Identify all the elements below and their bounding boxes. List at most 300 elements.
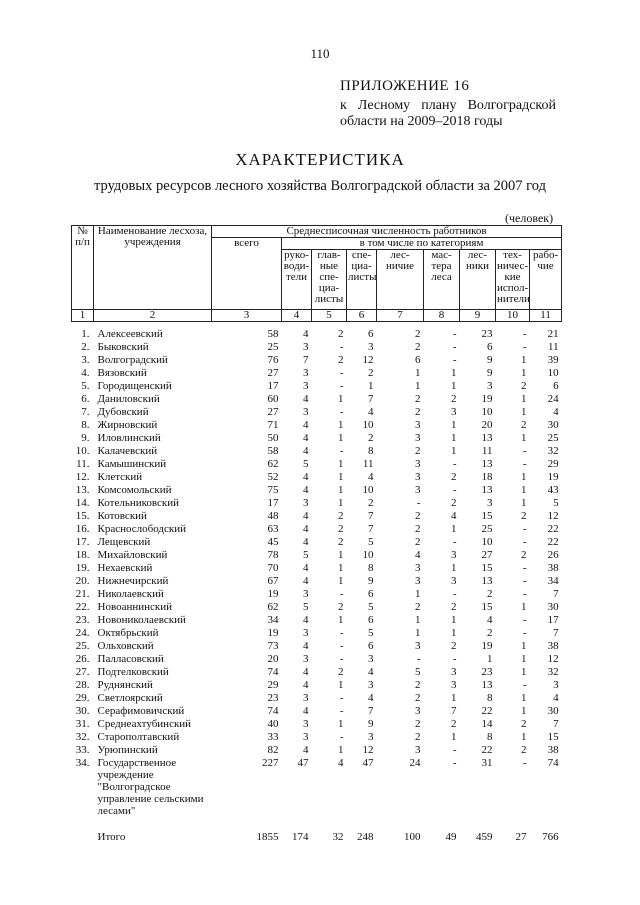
row-category-value: - <box>339 705 344 717</box>
row-category-value: 39 <box>547 354 559 366</box>
row-category-value: 8 <box>368 562 374 574</box>
row-category-value: 12 <box>547 653 559 665</box>
row-category-value: 1 <box>521 432 527 444</box>
row-total: 73 <box>267 640 279 652</box>
row-category-value: 1 <box>521 666 527 678</box>
row-category-value: - <box>416 653 421 665</box>
row-category-value: - <box>522 757 527 769</box>
row-category-value: 3 <box>415 432 421 444</box>
row-category-value: 7 <box>553 627 559 639</box>
row-category-value: 10 <box>362 549 374 561</box>
row-name: Вязовский <box>97 367 147 379</box>
table-row <box>72 458 562 471</box>
row-category-value: - <box>452 354 457 366</box>
row-category-value: 15 <box>481 601 493 613</box>
row-category-value: 13 <box>481 575 493 587</box>
row-category-value: 9 <box>487 354 493 366</box>
table-row <box>72 367 562 380</box>
row-index: 10. <box>75 445 90 457</box>
row-category-value: 4 <box>303 614 309 626</box>
row-category-value: 8 <box>487 692 493 704</box>
row-category-value: 8 <box>368 445 374 457</box>
row-category-value: 4 <box>303 510 309 522</box>
row-index: 17. <box>75 536 90 548</box>
row-category-value: 5 <box>368 601 374 613</box>
row-category-value: 9 <box>368 718 374 730</box>
row-category-value: 38 <box>547 640 559 652</box>
row-category-value: 2 <box>415 393 421 405</box>
row-category-value: 2 <box>338 328 344 340</box>
row-index: 29. <box>75 692 90 704</box>
table-row <box>72 575 562 588</box>
row-name: Котельниковский <box>97 497 180 509</box>
row-total: 17 <box>267 380 279 392</box>
row-category-value: 2 <box>368 367 374 379</box>
row-category-value: 38 <box>547 744 559 756</box>
page-number: 110 <box>310 46 330 61</box>
row-category-value: - <box>339 406 344 418</box>
row-index: 18. <box>75 549 90 561</box>
row-index: 7. <box>81 406 90 418</box>
row-category-value: 25 <box>547 432 559 444</box>
row-total: 20 <box>267 653 279 665</box>
row-category-value: - <box>522 614 527 626</box>
row-category-value: 19 <box>481 640 493 652</box>
row-index: 32. <box>75 731 90 743</box>
row-name: Камышинский <box>97 458 167 470</box>
row-name: Алексеевский <box>97 328 163 340</box>
row-category-value: 43 <box>547 484 559 496</box>
row-category-value: 3 <box>487 380 493 392</box>
labor-resources-table <box>71 225 562 844</box>
total-row <box>72 817 562 844</box>
table-row <box>72 393 562 406</box>
row-category-value: 2 <box>451 471 457 483</box>
row-name: Палласовский <box>97 653 164 665</box>
row-category-value: 2 <box>415 445 421 457</box>
col-number: 10 <box>496 310 530 322</box>
row-index: 13. <box>75 484 90 496</box>
row-category-value: 1 <box>338 393 344 405</box>
row-category-value: 2 <box>415 328 421 340</box>
row-category-value: 1 <box>521 484 527 496</box>
row-category-value: 27 <box>481 549 493 561</box>
row-category-value: 24 <box>547 393 559 405</box>
row-category-value: 2 <box>415 523 421 535</box>
row-index: 22. <box>75 601 90 613</box>
row-total: 74 <box>267 666 279 678</box>
row-category-value: 24 <box>409 757 421 769</box>
row-category-value: 3 <box>303 627 309 639</box>
row-category-value: 4 <box>303 536 309 548</box>
row-index: 28. <box>75 679 90 691</box>
row-category-value: 2 <box>415 679 421 691</box>
row-name: Государственное учреждение "Волгоградское управление сельскими лесами" <box>97 757 204 817</box>
row-name: Котовский <box>97 510 147 522</box>
row-category-value: - <box>522 588 527 600</box>
row-index: 1. <box>81 328 90 340</box>
row-category-value: 5 <box>303 458 309 470</box>
row-index: 23. <box>75 614 90 626</box>
row-category-value: 3 <box>303 653 309 665</box>
row-category-value: 3 <box>451 666 457 678</box>
row-category-value: 15 <box>547 731 559 743</box>
row-category-value: 6 <box>368 640 374 652</box>
row-category-value: 12 <box>362 354 374 366</box>
table-row <box>72 484 562 497</box>
row-index: 20. <box>75 575 90 587</box>
row-index: 19. <box>75 562 90 574</box>
row-index: 12. <box>75 471 90 483</box>
row-category-value: 22 <box>547 523 559 535</box>
row-category-value: 3 <box>368 679 374 691</box>
document-subtitle: трудовых ресурсов лесного хозяйства Волгоградской области за 2007 год <box>94 178 546 194</box>
row-category-value: 1 <box>521 497 527 509</box>
row-name: Новониколаевский <box>97 614 186 626</box>
row-index: 16. <box>75 523 90 535</box>
row-category-value: 10 <box>481 536 493 548</box>
row-category-value: - <box>452 328 457 340</box>
row-category-value: 3 <box>303 588 309 600</box>
row-category-value: 3 <box>368 653 374 665</box>
row-category-value: 14 <box>481 718 493 730</box>
row-category-value: 9 <box>487 367 493 379</box>
row-index: 24. <box>75 627 90 639</box>
row-index: 30. <box>75 705 90 717</box>
row-category-value: 23 <box>481 666 493 678</box>
table-row <box>72 653 562 666</box>
row-total: 33 <box>267 731 279 743</box>
row-total: 17 <box>267 497 279 509</box>
row-category-value: 6 <box>415 354 421 366</box>
row-index: 21. <box>75 588 90 600</box>
row-category-value: 1 <box>338 432 344 444</box>
row-category-value: 1 <box>521 367 527 379</box>
header-cat-foresters: лес-ничие <box>377 250 424 310</box>
row-category-value: 26 <box>547 549 559 561</box>
row-category-value: - <box>522 458 527 470</box>
row-category-value: 3 <box>415 562 421 574</box>
row-name: Городищенский <box>97 380 172 392</box>
row-category-value: 32 <box>547 666 559 678</box>
row-category-value: 4 <box>303 679 309 691</box>
row-category-value: 1 <box>415 588 421 600</box>
total-category-value: 459 <box>476 831 493 843</box>
row-category-value: 3 <box>415 640 421 652</box>
row-category-value: 29 <box>547 458 559 470</box>
row-category-value: 4 <box>303 484 309 496</box>
row-category-value: 1 <box>368 380 374 392</box>
row-category-value: 2 <box>338 536 344 548</box>
table-row <box>72 419 562 432</box>
row-total: 62 <box>267 458 279 470</box>
row-name: Октябрьский <box>97 627 159 639</box>
total-category-value: 27 <box>515 831 527 843</box>
row-category-value: 3 <box>368 341 374 353</box>
row-category-value: 3 <box>303 718 309 730</box>
row-total: 62 <box>267 601 279 613</box>
row-category-value: 6 <box>553 380 559 392</box>
row-category-value: 1 <box>451 692 457 704</box>
row-category-value: 2 <box>521 380 527 392</box>
row-category-value: 4 <box>303 523 309 535</box>
row-category-value: 4 <box>415 549 421 561</box>
row-category-value: 1 <box>338 549 344 561</box>
row-category-value: 1 <box>451 419 457 431</box>
row-category-value: 3 <box>451 549 457 561</box>
row-total: 60 <box>267 393 279 405</box>
row-category-value: 21 <box>547 328 559 340</box>
row-category-value: - <box>416 497 421 509</box>
table-row <box>72 354 562 367</box>
row-category-value: 1 <box>338 419 344 431</box>
row-total: 67 <box>267 575 279 587</box>
total-category-value: 100 <box>404 831 421 843</box>
row-category-value: 3 <box>303 406 309 418</box>
row-total: 19 <box>267 627 279 639</box>
row-category-value: 15 <box>481 562 493 574</box>
row-index: 11. <box>76 458 90 470</box>
row-category-value: 3 <box>415 575 421 587</box>
row-category-value: 10 <box>362 484 374 496</box>
row-category-value: 6 <box>368 614 374 626</box>
row-total: 76 <box>267 354 279 366</box>
row-name: Среднеахтубинский <box>97 718 192 730</box>
row-category-value: 4 <box>553 692 559 704</box>
row-total: 70 <box>267 562 279 574</box>
col-number: 3 <box>212 310 282 322</box>
row-category-value: 1 <box>451 627 457 639</box>
row-category-value: 4 <box>451 510 457 522</box>
header-cat-chief-specialists: глав-ные спе-циа-листы <box>312 250 347 310</box>
row-category-value: 6 <box>368 328 374 340</box>
row-category-value: 74 <box>547 757 559 769</box>
row-category-value: 3 <box>303 380 309 392</box>
row-category-value: 3 <box>303 692 309 704</box>
row-category-value: 3 <box>415 744 421 756</box>
row-index: 27. <box>75 666 90 678</box>
col-number: 11 <box>530 310 562 322</box>
row-category-value: 1 <box>521 640 527 652</box>
row-category-value: 2 <box>415 731 421 743</box>
row-category-value: 3 <box>368 731 374 743</box>
row-category-value: - <box>339 692 344 704</box>
row-category-value: 34 <box>547 575 559 587</box>
header-avg-count: Среднесписочная численность работников <box>212 226 562 238</box>
row-category-value: 2 <box>521 718 527 730</box>
row-category-value: 2 <box>415 510 421 522</box>
table-row <box>72 497 562 510</box>
row-category-value: 1 <box>415 627 421 639</box>
col-number: 8 <box>424 310 460 322</box>
row-category-value: 1 <box>521 393 527 405</box>
row-name: Краснослободский <box>97 523 187 535</box>
row-category-value: 2 <box>451 497 457 509</box>
row-category-value: 1 <box>451 445 457 457</box>
row-category-value: 4 <box>303 419 309 431</box>
row-name: Старополтавский <box>97 731 180 743</box>
row-category-value: 1 <box>521 653 527 665</box>
row-category-value: 30 <box>547 419 559 431</box>
row-category-value: 1 <box>338 744 344 756</box>
row-index: 15. <box>75 510 90 522</box>
row-category-value: 1 <box>521 354 527 366</box>
table-row <box>72 692 562 705</box>
row-category-value: - <box>452 588 457 600</box>
table-header <box>72 226 562 322</box>
row-category-value: 4 <box>303 471 309 483</box>
row-category-value: 2 <box>451 640 457 652</box>
row-category-value: 2 <box>451 601 457 613</box>
table-row <box>72 666 562 679</box>
row-category-value: 19 <box>547 471 559 483</box>
row-category-value: - <box>339 653 344 665</box>
row-category-value: 3 <box>451 406 457 418</box>
row-category-value: 1 <box>338 497 344 509</box>
row-category-value: 2 <box>338 510 344 522</box>
row-category-value: 6 <box>368 588 374 600</box>
row-category-value: 4 <box>303 393 309 405</box>
row-category-value: 1 <box>338 575 344 587</box>
row-category-value: 2 <box>521 419 527 431</box>
row-category-value: - <box>452 757 457 769</box>
table-row <box>72 549 562 562</box>
row-category-value: 5 <box>553 497 559 509</box>
row-total: 40 <box>267 718 279 730</box>
row-category-value: 1 <box>521 471 527 483</box>
row-index: 5. <box>81 380 90 392</box>
row-category-value: 1 <box>338 458 344 470</box>
row-category-value: 20 <box>481 419 493 431</box>
row-category-value: 1 <box>451 380 457 392</box>
row-category-value: 4 <box>303 640 309 652</box>
appendix-reference: к Лесному плану Волгоградской области на 2009–2018 годы <box>340 98 556 129</box>
row-category-value: 3 <box>451 679 457 691</box>
col-number: 4 <box>282 310 312 322</box>
row-name: Светлоярский <box>97 692 163 704</box>
col-number: 2 <box>94 310 212 322</box>
row-category-value: 1 <box>521 692 527 704</box>
row-total: 82 <box>267 744 279 756</box>
row-category-value: 22 <box>481 744 493 756</box>
row-category-value: 3 <box>415 471 421 483</box>
row-category-value: 2 <box>368 497 374 509</box>
row-category-value: 7 <box>368 523 374 535</box>
row-category-value: 7 <box>553 718 559 730</box>
row-category-value: 22 <box>547 536 559 548</box>
row-name: Урюпинский <box>97 744 158 756</box>
row-category-value: 1 <box>415 367 421 379</box>
total-category-value: 248 <box>357 831 374 843</box>
header-cat-technical-staff: тех-ничес-кие испол-нители <box>496 250 530 310</box>
row-name: Нехаевский <box>97 562 153 574</box>
row-name: Даниловский <box>97 393 160 405</box>
row-category-value: - <box>522 523 527 535</box>
row-name: Калачевский <box>97 445 158 457</box>
row-total: 58 <box>267 445 279 457</box>
row-category-value: 1 <box>338 614 344 626</box>
row-name: Лещевский <box>97 536 151 548</box>
row-category-value: 2 <box>338 523 344 535</box>
row-total: 34 <box>267 614 279 626</box>
table-row <box>72 510 562 523</box>
document-title: ХАРАКТЕРИСТИКА <box>235 150 405 169</box>
row-category-value: 5 <box>303 549 309 561</box>
row-name: Нижнечирский <box>97 575 169 587</box>
row-category-value: 3 <box>415 705 421 717</box>
row-category-value: 1 <box>415 614 421 626</box>
row-total: 58 <box>267 328 279 340</box>
table-row <box>72 562 562 575</box>
total-label: Итого <box>97 831 126 843</box>
table-row <box>72 731 562 744</box>
row-category-value: 4 <box>303 666 309 678</box>
row-category-value: 2 <box>521 549 527 561</box>
row-category-value: 15 <box>481 510 493 522</box>
header-cat-rangers: лес-ники <box>460 250 496 310</box>
row-name: Николаевский <box>97 588 164 600</box>
row-category-value: 8 <box>487 731 493 743</box>
row-total: 19 <box>267 588 279 600</box>
row-category-value: 30 <box>547 705 559 717</box>
total-sum: 1855 <box>256 831 279 843</box>
total-index <box>72 817 94 844</box>
row-category-value: 7 <box>368 393 374 405</box>
row-index: 4. <box>81 367 90 379</box>
row-category-value: 2 <box>415 341 421 353</box>
row-category-value: 7 <box>451 705 457 717</box>
col-number: 1 <box>72 310 94 322</box>
row-index: 25. <box>75 640 90 652</box>
row-category-value: - <box>452 744 457 756</box>
row-category-value: 1 <box>451 523 457 535</box>
row-category-value: - <box>452 458 457 470</box>
table-row <box>72 757 562 817</box>
row-category-value: 10 <box>481 406 493 418</box>
row-category-value: - <box>339 445 344 457</box>
row-category-value: 4 <box>368 666 374 678</box>
row-category-value: 17 <box>547 614 559 626</box>
row-category-value: 1 <box>521 705 527 717</box>
row-category-value: 3 <box>303 731 309 743</box>
row-category-value: 7 <box>553 588 559 600</box>
table-row <box>72 601 562 614</box>
row-category-value: 1 <box>521 601 527 613</box>
row-category-value: 10 <box>362 419 374 431</box>
total-category-value: 766 <box>542 831 559 843</box>
row-category-value: 5 <box>415 666 421 678</box>
row-category-value: - <box>452 341 457 353</box>
col-number: 9 <box>460 310 496 322</box>
row-category-value: 1 <box>451 432 457 444</box>
row-category-value: 12 <box>547 510 559 522</box>
row-category-value: 3 <box>303 367 309 379</box>
row-total: 71 <box>267 419 279 431</box>
row-category-value: 11 <box>362 458 374 470</box>
table-row <box>72 380 562 393</box>
row-category-value: 47 <box>297 757 309 769</box>
table-row <box>72 679 562 692</box>
row-total: 78 <box>267 549 279 561</box>
header-name: Наименование лесхоза, учреждения <box>94 226 212 310</box>
row-name: Быковский <box>97 341 149 353</box>
col-number: 7 <box>377 310 424 322</box>
row-category-value: 4 <box>303 744 309 756</box>
row-category-value: 31 <box>481 757 493 769</box>
row-index: 14. <box>75 497 90 509</box>
header-cat-specialists: спе-циа-листы <box>347 250 377 310</box>
row-category-value: 2 <box>521 510 527 522</box>
